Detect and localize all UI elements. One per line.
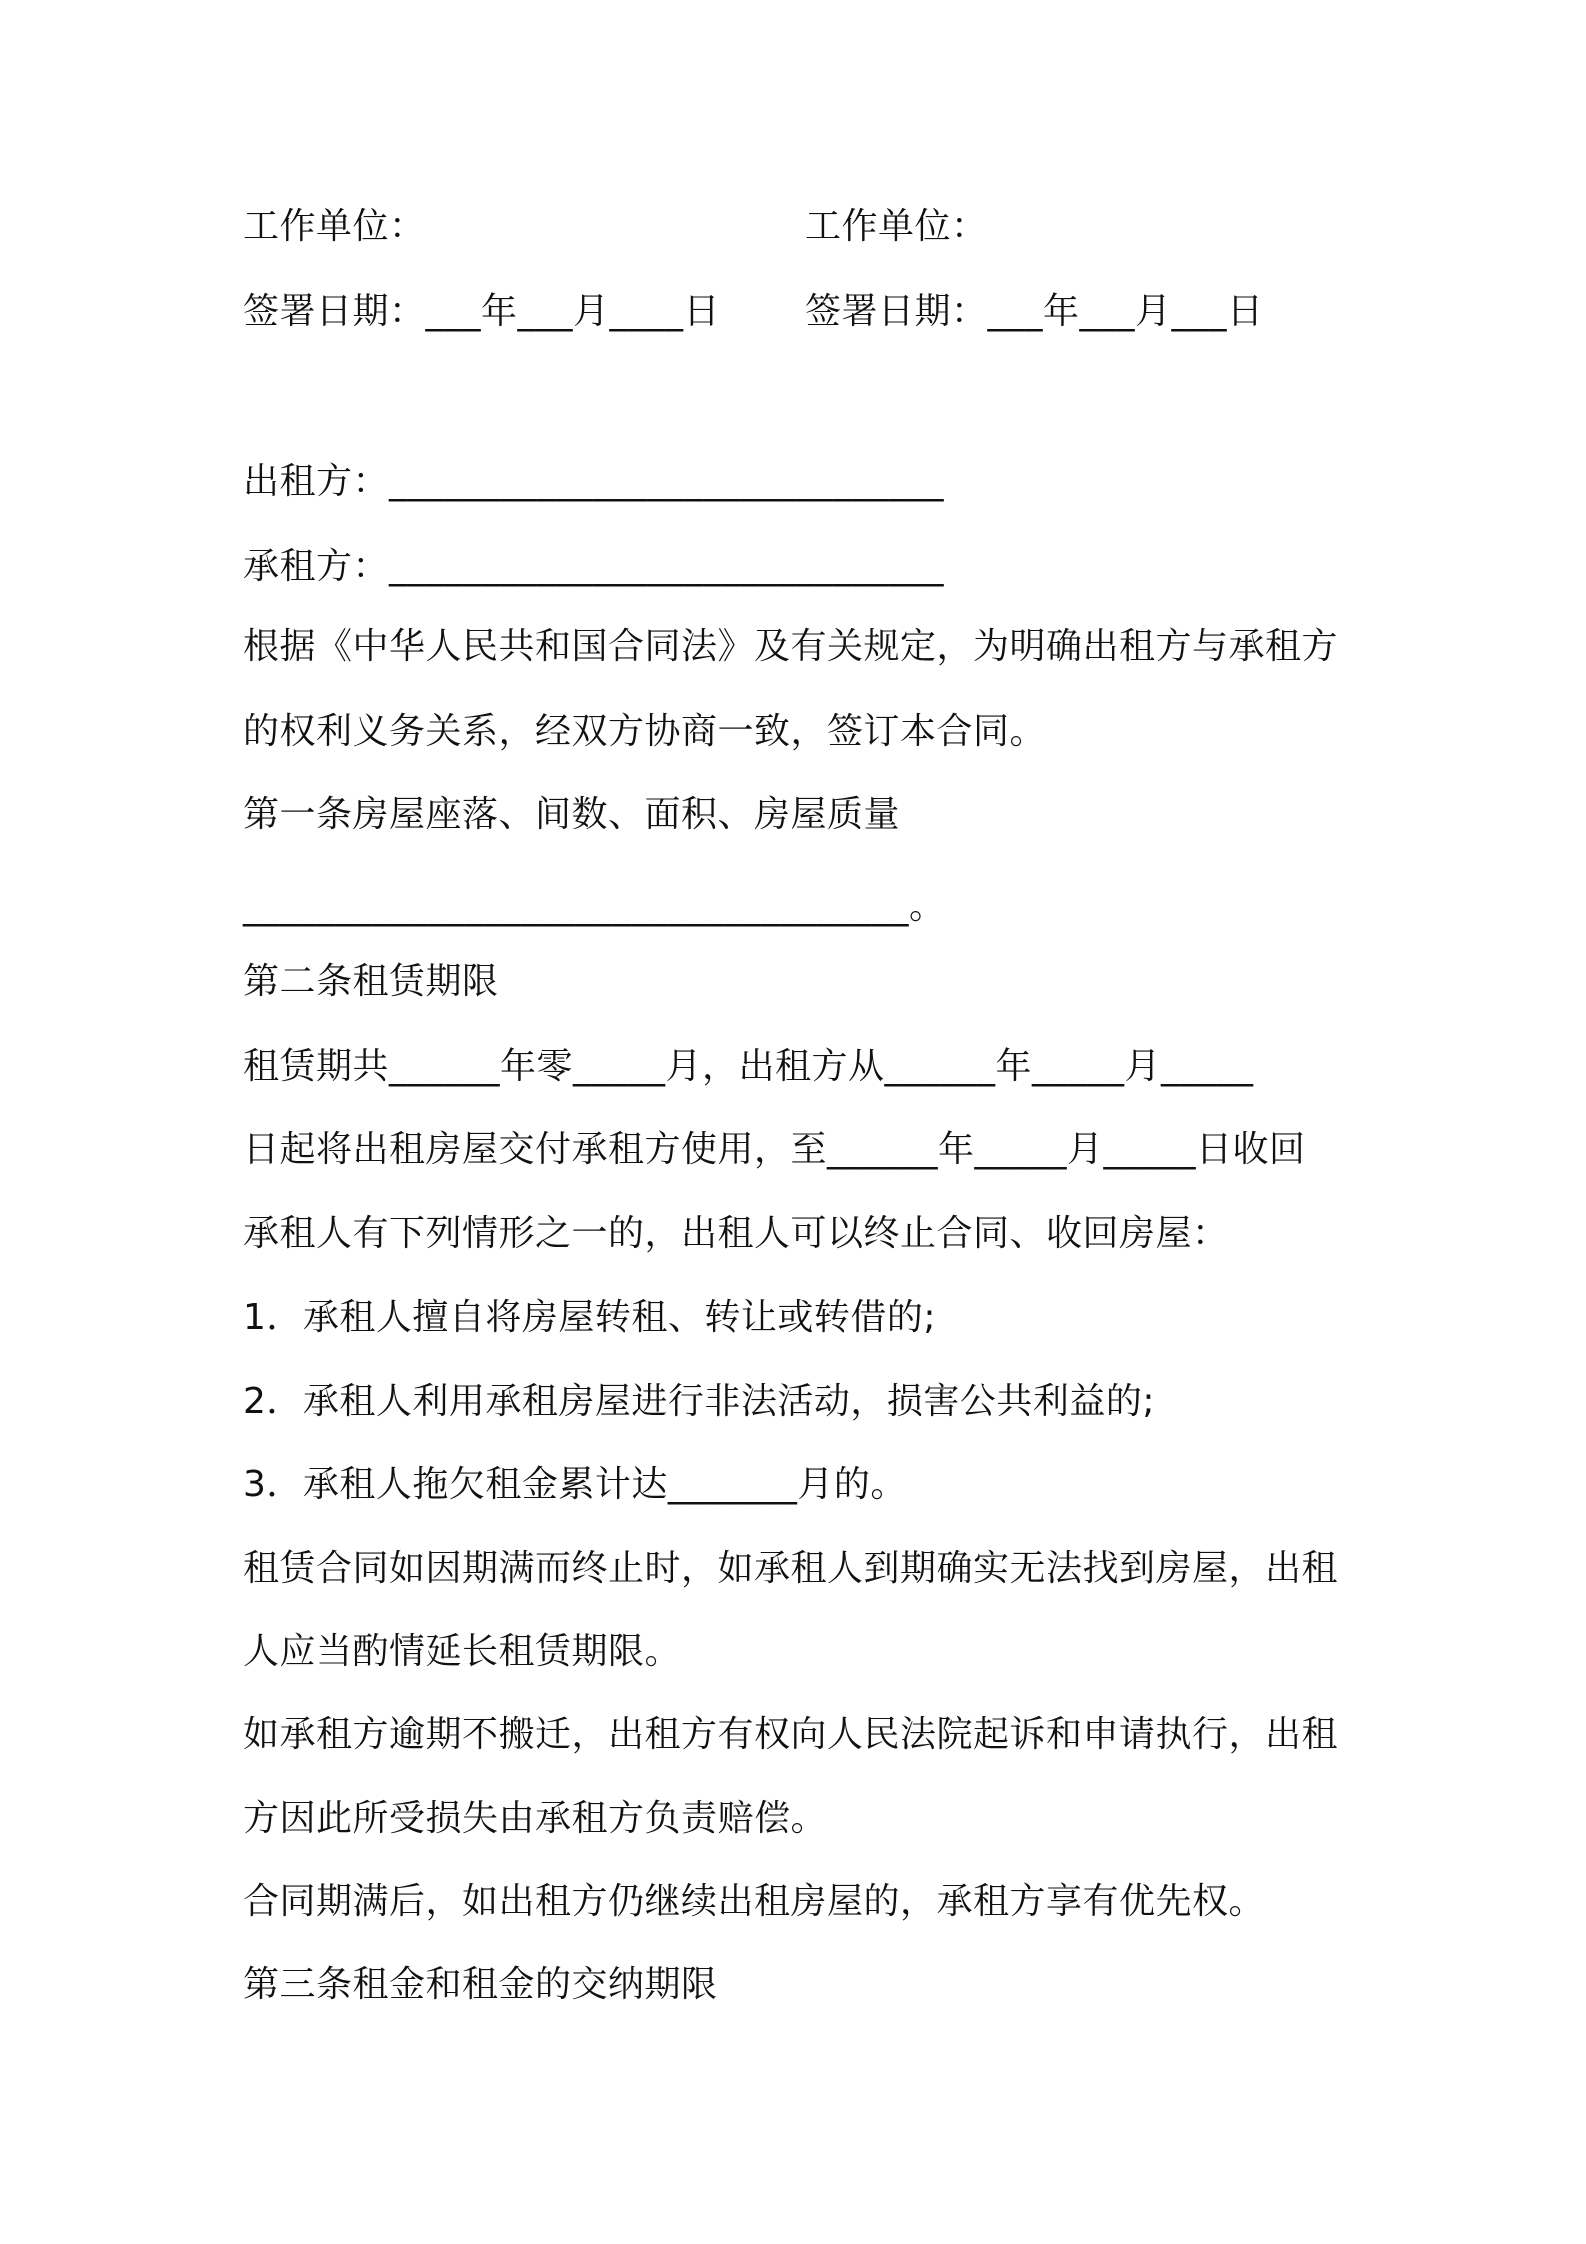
paragraph-line: ____________________________________。: [243, 886, 946, 927]
paragraph-line: 租赁合同如因期满而终止时，如承租人到期确实无法找到房屋，出租: [243, 1548, 1339, 1589]
party-a-work-unit: 工作单位：: [243, 206, 426, 247]
party-a-sign-date: 签署日期：___年___月____日: [243, 291, 721, 332]
paragraph-line: 承租人有下列情形之一的，出租人可以终止合同、收回房屋：: [243, 1213, 1229, 1254]
paragraph-line: 租赁期共______年零_____月，出租方从______年_____月_____: [243, 1046, 1254, 1087]
list-item: 2．承租人利用承租房屋进行非法活动，损害公共利益的;: [243, 1381, 1156, 1422]
list-item: 3．承租人拖欠租金累计达_______月的。: [243, 1464, 907, 1505]
paragraph-line: 如承租方逾期不搬迁，出租方有权向人民法院起诉和申请执行，出租: [243, 1714, 1339, 1755]
paragraph-line: 人应当酌情延长租赁期限。: [243, 1631, 682, 1672]
lessee-line: 承租方：______________________________: [243, 546, 945, 587]
paragraph-line: 方因此所受损失由承租方负责赔偿。: [243, 1798, 828, 1839]
party-b-work-unit: 工作单位：: [805, 206, 988, 247]
article-1-heading: 第一条房屋座落、间数、面积、房屋质量: [243, 794, 901, 835]
lessor-line: 出租方：______________________________: [243, 461, 945, 502]
paragraph-line: 的权利义务关系，经双方协商一致，签订本合同。: [243, 711, 1047, 752]
paragraph-line: 合同期满后，如出租方仍继续出租房屋的，承租方享有优先权。: [243, 1881, 1266, 1922]
paragraph-line: 根据《中华人民共和国合同法》及有关规定，为明确出租方与承租方: [243, 626, 1339, 667]
paragraph-line: 日起将出租房屋交付承租方使用，至______年_____月_____日收回: [243, 1129, 1306, 1170]
party-b-sign-date: 签署日期：___年___月___日: [805, 291, 1264, 332]
list-item: 1．承租人擅自将房屋转租、转让或转借的;: [243, 1297, 937, 1338]
article-2-heading: 第二条租赁期限: [243, 961, 499, 1002]
article-3-heading: 第三条租金和租金的交纳期限: [243, 1964, 718, 2005]
